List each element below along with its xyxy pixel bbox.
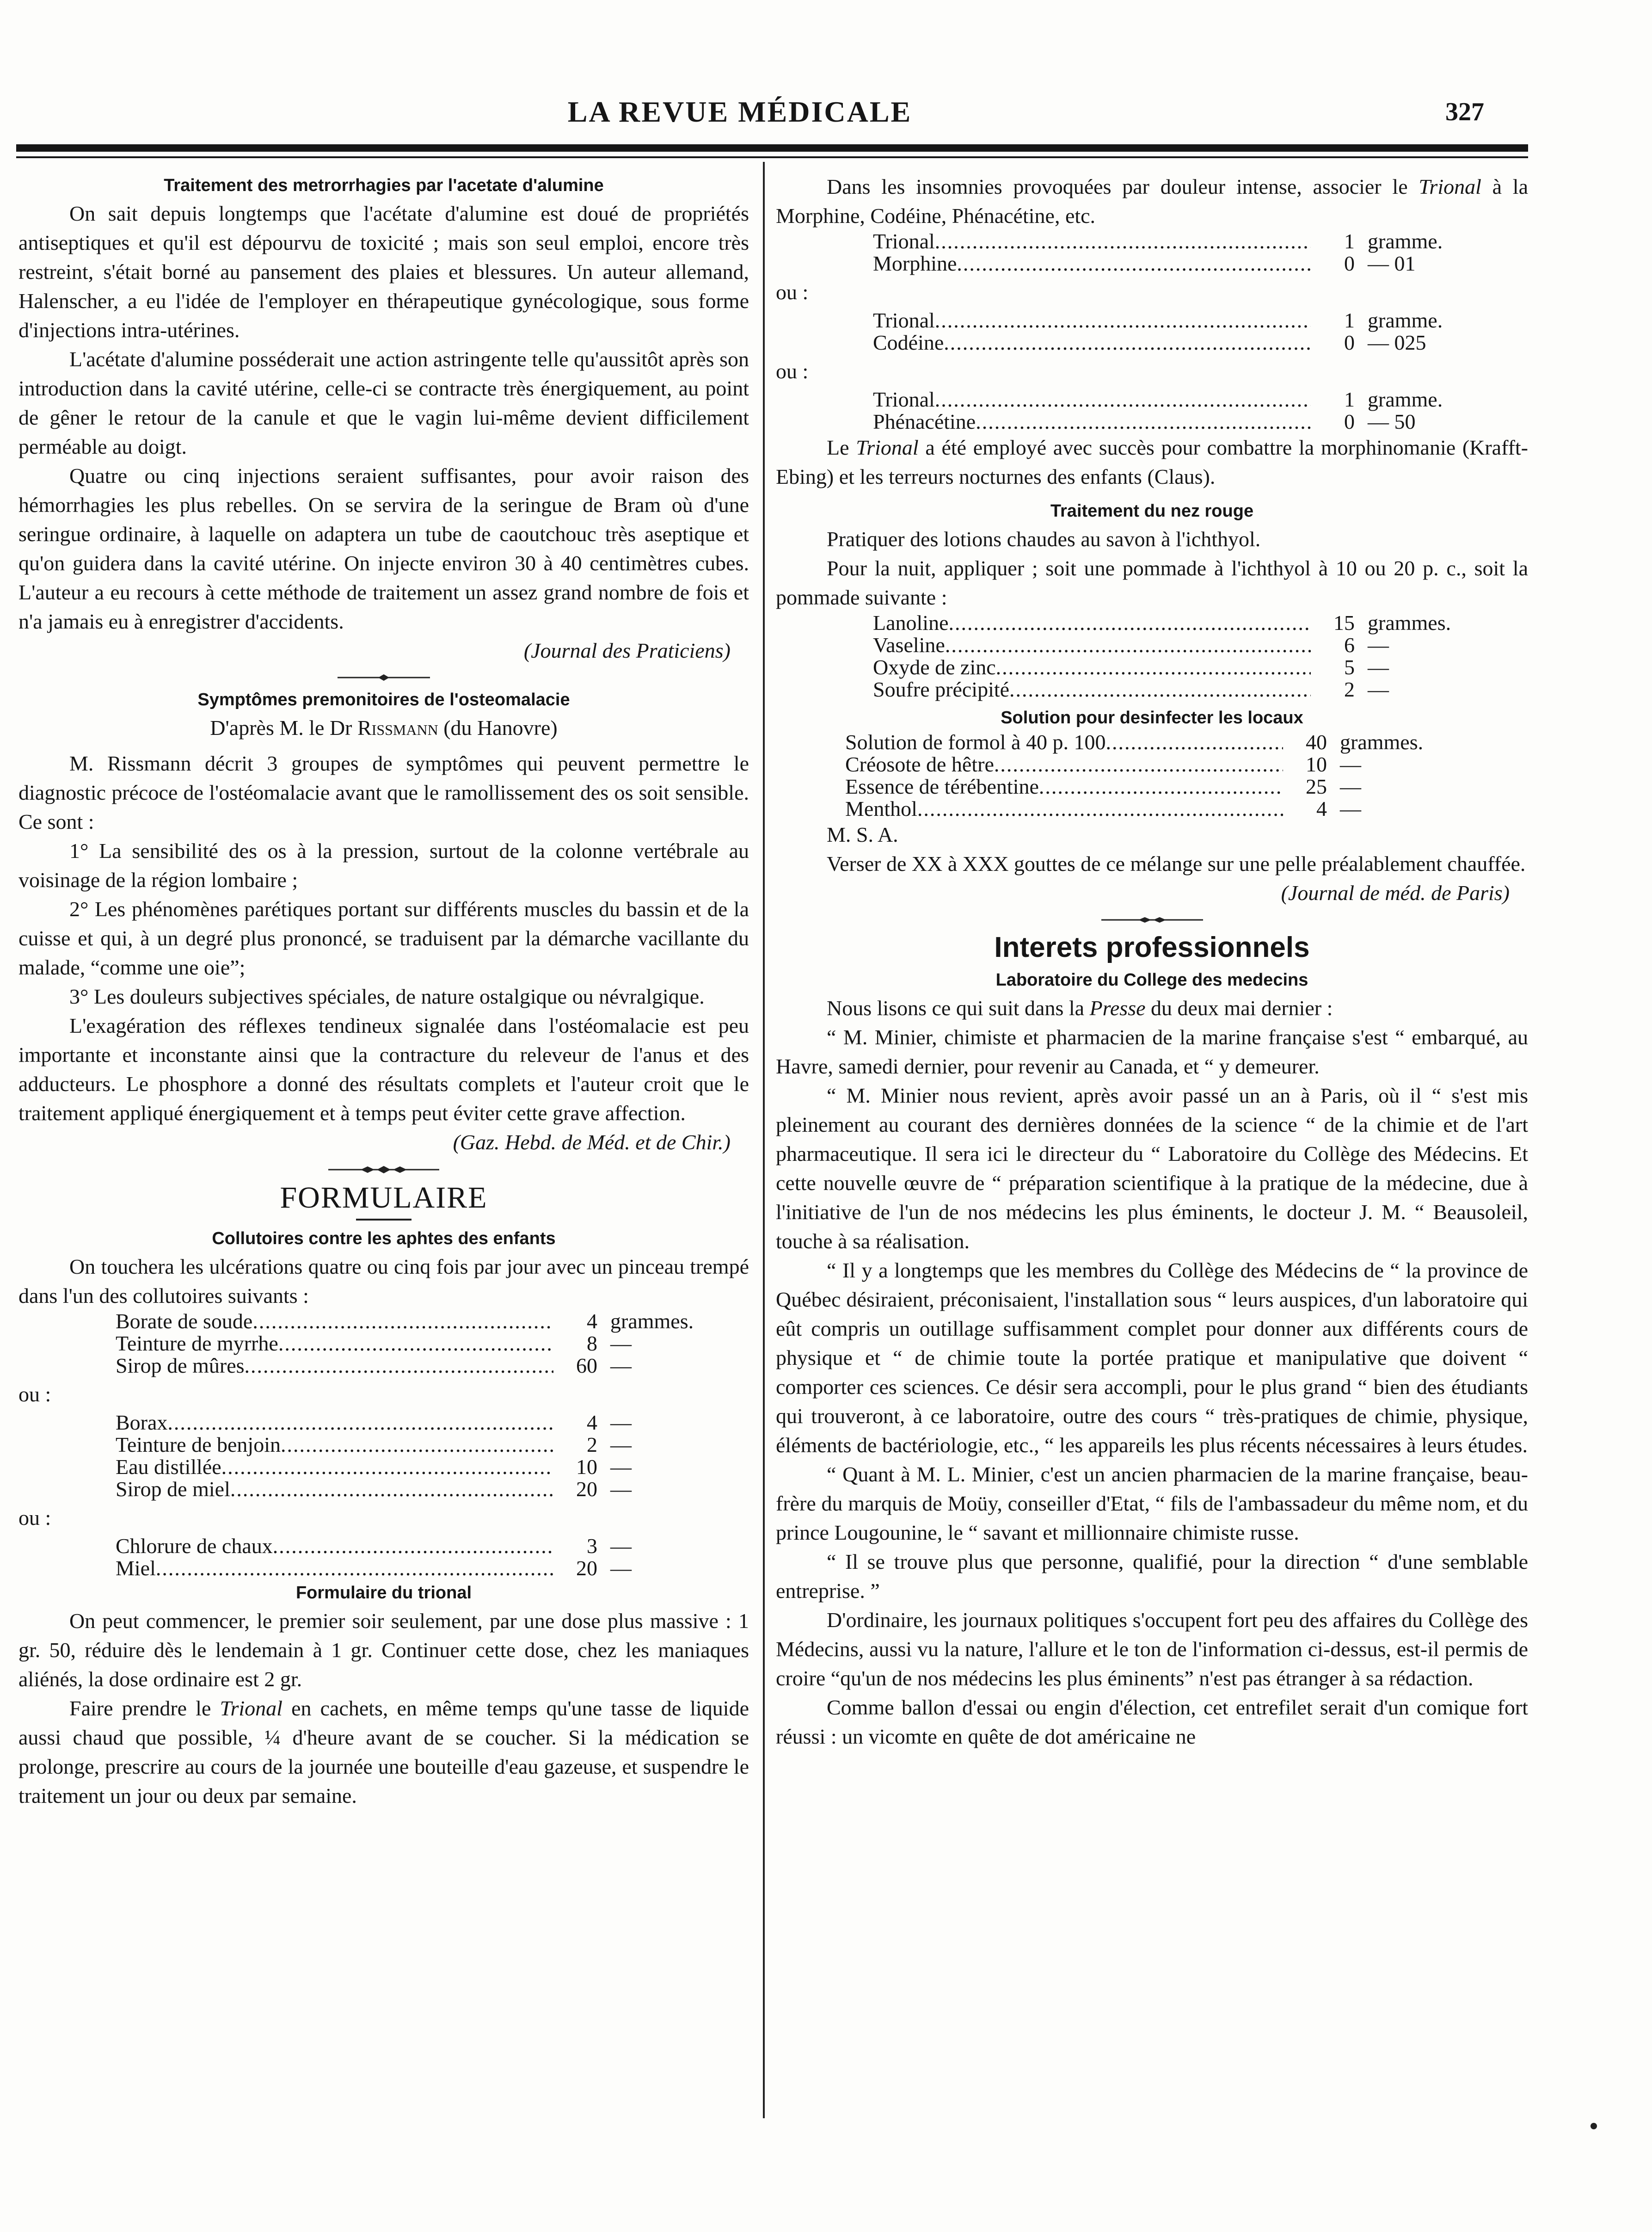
section-title-interets: Interets professionnels	[994, 931, 1310, 963]
quoted-paragraph: “ Il y a longtemps que les membres du Collège des Médecins de “ la province de Québec désiraient, préconisaient, l'installation sous “ leurs auspices, d'un laboratoire qui eût compris un outillage suffisamment complet pour donner aux différents cours de physique et “ de chimie toute la portée pratique et manipulative que doivent “ comporter ces sciences. Ce désir sera accompli, pour le plus grand “ bien des étudiants qui trouveront, à ce laboratoire, outre des cours “ très-pratiques de chimie, physique, éléments de bactériologie, etc., “ les appareils les plus récents nécessaires à leurs études.	[776, 1258, 1528, 1457]
paragraph: Nous lisons ce qui suit dans la Presse du deux mai dernier :	[827, 996, 1333, 1020]
section-title-nez-rouge: Traitement du nez rouge	[1050, 501, 1254, 521]
page-number: 327	[1445, 98, 1484, 126]
paragraph: On touchera les ulcérations quatre ou cinq fois par jour avec un pinceau trempé dans l'un des collutoires suivants :	[18, 1255, 749, 1307]
recipe-list	[845, 731, 1446, 820]
byline-author: Rissmann	[357, 716, 438, 740]
recipe-row: Solution de formol à 40 p. 100 ..... 40 grammes.	[845, 731, 1446, 753]
paragraph: 3° Les douleurs subjectives spéciales, de nature ostalgique ou névralgique.	[69, 985, 705, 1008]
left-column	[18, 172, 749, 1810]
paragraph: 1° La sensibilité des os à la pression, surtout de la colonne vertébrale au voisinage de la région lombaire ;	[18, 839, 749, 892]
section-title-formulaire: FORMULAIRE	[280, 1181, 488, 1215]
recipe-row: Chlorure de chaux ..... 3 —	[116, 1535, 717, 1557]
paragraph: Le Trional a été employé avec succès pour combattre la morphinomanie (Krafft-Ebing) et les terreurs nocturnes des enfants (Claus).	[776, 436, 1529, 488]
header-rule-thick	[16, 144, 1528, 152]
recipe-row: Vaseline ..... 6 —	[873, 634, 1474, 656]
paragraph: L'exagération des réflexes tendineux signalée dans l'ostéomalacie est peu importante et inconstante ainsi que la contracture du releveur de l'anus et des adducteurs. Le phosphore a donné des résultats complets et l'auteur croit que le traitement appliqué énergiquement et à temps peut éviter cette grave affection.	[18, 1014, 749, 1125]
paragraph: Dans les insomnies provoquées par douleur intense, associer le Trional à la Morphine, Codéine, Phénacétine, etc.	[776, 175, 1529, 228]
or-label: ou :	[18, 1506, 51, 1529]
paragraph: Quatre ou cinq injections seraient suffisantes, pour avoir raison des hémorrhagies les plus rebelles. On se servira de la seringue de Bram où d'une seringue ordinaire, à laquelle on adaptera un tube de caoutchouc très aseptique et qu'on guidera dans la cavité utérine. On injecte environ 30 à 40 centimètres cubes. L'auteur a eu recours à cette méthode de traitement un assez grand nombre de fois et n'a jamais eu à enregistrer d'accidents.	[18, 464, 749, 633]
recipe-list	[116, 1535, 717, 1579]
quoted-paragraph: “ M. Minier, chimiste et pharmacien de la marine française s'est “ embarqué, au Havre, samedi dernier, pour revenir au Canada, et “ y demeurer.	[776, 1025, 1528, 1078]
recipe-list	[873, 309, 1474, 354]
paragraph: On sait depuis longtemps que l'acétate d'alumine est doué de propriétés antiseptiques et qu'il est dépourvu de toxicité ; mais son seul emploi, encore très restreint, s'était borné au pansement des plaies et blessures. Un auteur allemand, Halenscher, a eu l'idée de l'employer en thérapeutique gynécologique, sous forme d'injections intra-utérines.	[18, 202, 749, 342]
section-title-metrorrhagies: Traitement des metrorrhagies par l'acetate d'alumine	[164, 176, 604, 195]
recipe-row: Trional ..... 1 gramme.	[873, 388, 1474, 411]
or-label: ou :	[776, 280, 809, 304]
ink-speck	[1591, 2123, 1597, 2129]
recipe-row: Miel ..... 20 —	[116, 1557, 717, 1579]
recipe-row: Sirop de miel ..... 20 —	[116, 1478, 717, 1500]
byline	[18, 713, 749, 742]
recipe-row: Trional ..... 1 gramme.	[873, 230, 1474, 253]
ornament-divider	[328, 1164, 439, 1175]
recipe-list	[873, 388, 1474, 433]
right-column	[776, 172, 1528, 1751]
recipe-row: Sirop de mûres ..... 60 —	[116, 1355, 717, 1377]
source-citation: (Journal des Praticiens)	[523, 639, 731, 662]
byline-prefix: D'après M. le Dr	[210, 716, 352, 740]
quoted-paragraph: “ Quant à M. L. Minier, c'est un ancien pharmacien de la marine française, beau-frère du marquis de Moüy, conseiller d'Etat, “ fils de l'ambassadeur du même nom, et du prince Lougounine, le “ savant et millionnaire chimiste russe.	[776, 1462, 1528, 1544]
recipe-row: Créosote de hêtre ..... 10 —	[845, 753, 1446, 776]
recipe-row: Eau distillée ..... 10 —	[116, 1456, 717, 1478]
paragraph: Comme ballon d'essai ou engin d'élection, cet entrefilet serait d'un comique fort réussi : un vicomte en quête de dot américaine ne	[776, 1696, 1528, 1748]
quoted-paragraph: “ Il se trouve plus que personne, qualifié, pour la direction “ d'une semblable entreprise. ”	[776, 1550, 1528, 1603]
section-subtitle-laboratoire: Laboratoire du College des medecins	[995, 970, 1308, 990]
journal-title: LA REVUE MÉDICALE	[567, 95, 912, 128]
recipe-row: Borate de soude ..... 4 grammes.	[116, 1310, 717, 1332]
title-underline	[356, 1219, 411, 1221]
source-citation: (Gaz. Hebd. de Méd. et de Chir.)	[453, 1130, 731, 1154]
section-title-solution: Solution pour desinfecter les locaux	[1001, 708, 1303, 728]
recipe-row: Teinture de benjoin ..... 2 —	[116, 1434, 717, 1456]
paragraph: D'ordinaire, les journaux politiques s'occupent fort peu des affaires du Collège des Médecins, aussi vu la nature, l'allure et le ton de l'information ci-dessus, est-il permis de croire “qu'un de nos médecins les plus éminents” n'est pas étranger à sa rédaction.	[776, 1608, 1528, 1690]
recipe-row: Lanoline ..... 15 grammes.	[873, 612, 1474, 634]
section-title-aphtes: Collutoires contre les aphtes des enfants	[212, 1229, 556, 1248]
paragraph: Pratiquer des lotions chaudes au savon à l'ichthyol.	[827, 527, 1261, 551]
recipe-list	[873, 230, 1474, 275]
recipe-row: Trional ..... 1 gramme.	[873, 309, 1474, 332]
paragraph: Verser de XX à XXX gouttes de ce mélange sur une pelle préalablement chauffée.	[827, 852, 1526, 876]
paragraph: On peut commencer, le premier soir seulement, par une dose plus massive : 1 gr. 50, réduire dès le lendemain à 1 gr. Continuer cette dose, chez les maniaques aliénés, la dose ordinaire est 2 gr.	[18, 1609, 749, 1691]
recipe-row: Morphine ..... 0 — 01	[873, 253, 1474, 275]
paragraph: L'acétate d'alumine posséderait une action astringente telle qu'aussitôt après son introduction dans la cavité utérine, celle-ci se contracte très énergiquement, au point de gêner le retour de la canule et que le vagin lui-même devient difficilement perméable au doigt.	[18, 347, 749, 458]
recipe-row: Teinture de myrrhe ..... 8 —	[116, 1332, 717, 1355]
recipe-row: Oxyde de zinc ..... 5 —	[873, 656, 1474, 678]
section-title-trional: Formulaire du trional	[295, 1583, 472, 1603]
paragraph: Faire prendre le Trional en cachets, en même temps qu'une tasse de liquide aussi chaud que possible, ¼ d'heure avant de se coucher. Si la médication se prolonge, prescrire au cours de la journée une bouteille d'eau gazeuse, et suspendre le traitement un jour ou deux par semaine.	[18, 1696, 749, 1807]
or-label: ou :	[18, 1382, 51, 1406]
recipe-row: Soufre précipité ..... 2 —	[873, 678, 1474, 701]
recipe-row: Phénacétine ..... 0 — 50	[873, 411, 1474, 433]
msa-label: M. S. A.	[827, 823, 898, 846]
paragraph: 2° Les phénomènes parétiques portant sur différents muscles du bassin et de la cuisse et qui, à un degré plus prononcé, se traduisent par la démarche vacillante du malade, “comme une oie”;	[18, 897, 749, 979]
paragraph: M. Rissmann décrit 3 groupes de symptômes qui peuvent permettre le diagnostic précoce de l'ostéomalacie avant que le ramollissement des os soit sensible. Ce sont :	[18, 752, 749, 833]
header-rule-thin	[16, 156, 1528, 158]
recipe-row: Essence de térébentine ..... 25 —	[845, 776, 1446, 798]
byline-suffix: (du Hanovre)	[443, 716, 558, 740]
ornament-divider	[338, 672, 430, 683]
section-title-osteomalacie: Symptômes premonitoires de l'osteomalacie	[197, 690, 570, 709]
column-divider	[763, 162, 765, 2118]
recipe-row: Codéine ..... 0 — 025	[873, 332, 1474, 354]
source-citation: (Journal de méd. de Paris)	[1281, 881, 1510, 905]
quoted-paragraph: “ M. Minier nous revient, après avoir passé un an à Paris, où il “ s'est mis pleinement au courant des dernières données de la science “ de la chimie et de l'art pharmaceutique. Il sera ici le directeur du “ Laboratoire du Collège des Médecins. Et cette nouvelle œuvre de “ préparation scientifique à la pratique de la médecine, due à l'initiative de l'un de nos médecins les plus éminents, le docteur J. M. “ Beausoleil, touche à sa réalisation.	[776, 1084, 1528, 1253]
recipe-row: Borax ..... 4 —	[116, 1412, 717, 1434]
recipe-row: Menthol ..... 4 —	[845, 798, 1446, 820]
recipe-list	[116, 1310, 717, 1377]
or-label: ou :	[776, 359, 809, 383]
paragraph: Pour la nuit, appliquer ; soit une pommade à l'ichthyol à 10 ou 20 p. c., soit la pommade suivante :	[776, 556, 1528, 609]
ornament-divider	[1101, 915, 1203, 925]
recipe-list	[116, 1412, 717, 1500]
recipe-list	[873, 612, 1474, 701]
